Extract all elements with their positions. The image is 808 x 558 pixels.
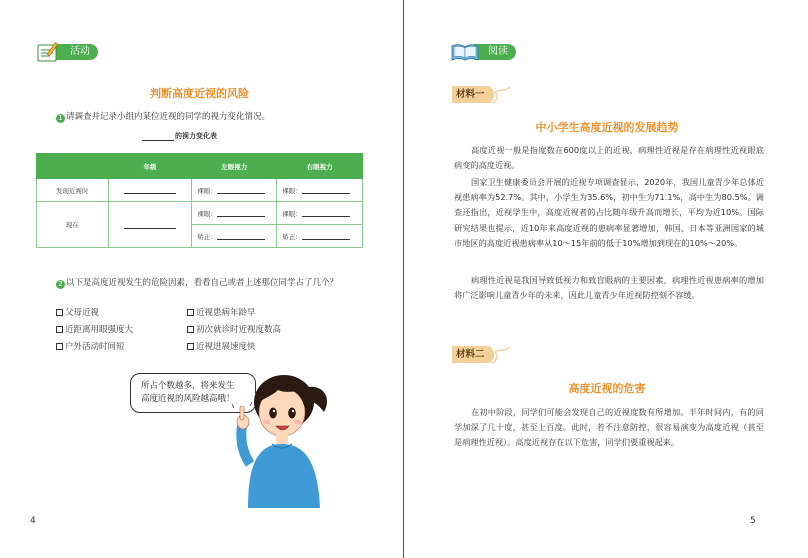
bubble-line-2: 高度近视的风险越高哦！: [141, 394, 235, 404]
naked-label: 裸眼：: [282, 186, 302, 195]
question-1-text: 请调查并记录小组内某位近视的同学的视力变化情况。: [66, 112, 271, 122]
table-row: [37, 179, 363, 202]
checkbox[interactable]: [187, 343, 194, 350]
checkbox[interactable]: [56, 326, 63, 333]
material-1-paragraph-1: 高度近视一般是指度数在600度以上的近视，病理性近视是存在病理性近视眼底病变的高度近视。: [454, 145, 764, 171]
material-1-tag: [452, 86, 511, 103]
right-page: [408, 0, 808, 558]
header-left-eye: 左眼视力: [192, 154, 277, 179]
book-spine: [403, 0, 404, 558]
right-eye-cell: [277, 202, 363, 225]
left-page: [0, 0, 400, 558]
notepad-icon: [36, 41, 62, 63]
grade-blank[interactable]: [124, 186, 176, 194]
question-1: [56, 111, 366, 123]
page-number-left: 4: [30, 516, 36, 526]
naked-label: 裸眼：: [197, 186, 217, 195]
table-caption: [142, 131, 217, 141]
vision-change-table: [36, 153, 363, 248]
tag-swirl-icon: [489, 86, 511, 103]
bubble-line-1: 所占个数越多，将来发生: [141, 381, 235, 391]
grade-blank[interactable]: [124, 221, 176, 229]
header-grade: 年级: [108, 154, 192, 179]
reading-badge: [450, 44, 516, 60]
option-item[interactable]: 户外活动时间短: [56, 341, 125, 355]
material-1-paragraph-3: 病理性近视是我国导致低视力和致盲眼病的主要因素，病理性近视患病率的增加将广泛影响儿童青少年的未来，因此儿童青少年近视防控刻不容缓。: [454, 275, 764, 301]
right-eye-cell: [277, 179, 363, 202]
left-eye-cell: [192, 202, 277, 225]
left-naked-blank[interactable]: [217, 187, 265, 194]
left-naked-blank[interactable]: [217, 210, 265, 217]
left-corrected-blank[interactable]: [217, 233, 265, 240]
material-2-tag: [452, 346, 511, 363]
right-corrected-blank[interactable]: [302, 233, 350, 240]
material-2-tag-label: 材料二: [452, 346, 489, 363]
table-caption-text: 的视力变化表: [175, 132, 217, 140]
material-1-title: 中小学生高度近视的发展趋势: [535, 121, 679, 134]
right-naked-blank[interactable]: [302, 187, 350, 194]
table-row: [37, 202, 363, 225]
question-1-number: 1: [56, 114, 65, 123]
tag-swirl-icon: [489, 346, 511, 363]
page-number-right: 5: [750, 516, 756, 526]
question-2: [56, 277, 366, 289]
question-2-text: 以下是高度近视发生的危险因素，看看自己或者上述那位同学占了几个？: [66, 278, 339, 288]
girl-illustration-icon: [232, 368, 338, 508]
activity-badge: [36, 44, 98, 60]
corrected-label: 矫正：: [282, 232, 302, 241]
material-1-paragraph-2: 国家卫生健康委员会开展的近视专项调查显示，2020年，我国儿童青少年总体近视患病率为52.7%。其中，小学生为35.6%，初中生为71.1%，高中生为80.5%。调查还指出，近视学生中，高度近视者的占比随年级升高而增长，平均为近10%。国际研究结果也提示，近10年来高度近视的患病率显著增加，韩国、日本等亚洲国家的城市地区的高度近视患病率从10～15年前的低于10%增加到现在的10%～20%。: [454, 177, 764, 248]
option-item[interactable]: 近距离用眼强度大: [56, 324, 133, 338]
option-item[interactable]: 父母近视: [56, 307, 99, 321]
name-blank: [142, 133, 174, 141]
grade-cell: [108, 202, 192, 248]
open-book-icon: [450, 42, 480, 62]
left-eye-cell: [192, 225, 277, 248]
table-header-row: [37, 154, 363, 179]
reading-badge-label: 阅读: [474, 44, 516, 60]
naked-label: 裸眼：: [282, 209, 302, 218]
checkbox[interactable]: [56, 309, 63, 316]
checkbox[interactable]: [187, 326, 194, 333]
naked-label: 裸眼：: [197, 209, 217, 218]
material-2-paragraph-1: 在初中阶段，同学们可能会发现自己的近视度数有所增加。半年时间内，有的同学加深了几十度，甚至上百度。此时，若不注意防控，很容易演变为高度近视（甚至是病理性近视）。高度近视存在以下危害，同学们要重视起来。: [454, 407, 764, 448]
right-eye-cell: [277, 225, 363, 248]
right-naked-blank[interactable]: [302, 210, 350, 217]
checkbox[interactable]: [56, 343, 63, 350]
header-right-eye: 右眼视力: [277, 154, 363, 179]
activity-title: 判断高度近视的风险: [150, 87, 249, 100]
material-1-tag-label: 材料一: [452, 86, 489, 103]
option-item[interactable]: 近视患病年龄早: [187, 307, 256, 321]
question-2-number: 2: [56, 280, 65, 289]
checkbox[interactable]: [187, 309, 194, 316]
activity-badge-label: 活动: [56, 44, 98, 60]
option-item[interactable]: 初次就诊时近视度数高: [187, 324, 281, 338]
material-2-title: 高度近视的危害: [568, 382, 646, 395]
grade-cell: [108, 179, 192, 202]
option-item[interactable]: 近视进展速度快: [187, 341, 256, 355]
row-discovered-label: 发现近视时: [37, 179, 109, 202]
header-empty: [37, 154, 109, 179]
left-eye-cell: [192, 179, 277, 202]
corrected-label: 矫正：: [197, 232, 217, 241]
row-now-label: 现在: [37, 202, 109, 248]
